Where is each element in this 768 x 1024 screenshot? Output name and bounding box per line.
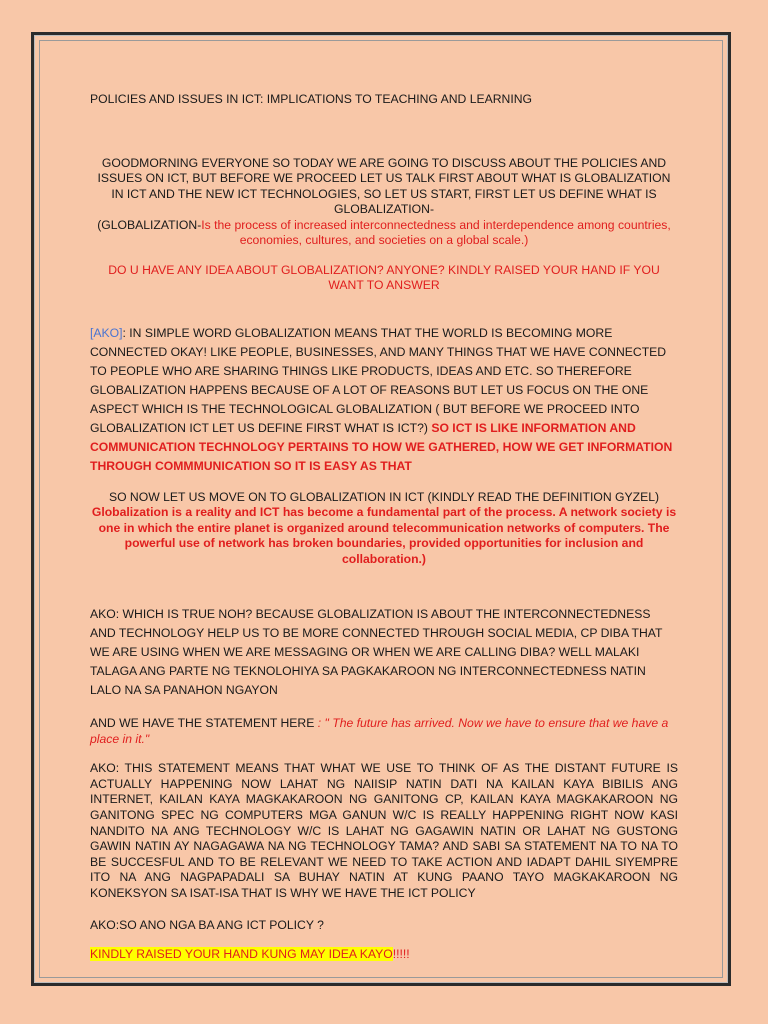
speaker-colon: : bbox=[122, 325, 126, 340]
answer-globalization bbox=[90, 324, 678, 476]
statement-quote: : " The future has arrived. Now we have to ensure that we have a place in it." bbox=[90, 716, 669, 746]
move-on-text: SO NOW LET US MOVE ON TO GLOBALIZATION IN ICT (KINDLY READ THE DEFINITION GYZEL) bbox=[108, 489, 660, 504]
speaker-label: [AKO] bbox=[90, 325, 123, 340]
answer-interconnectedness: AKO: WHICH IS TRUE NOH? BECAUSE GLOBALIZATION IS ABOUT THE INTERCONNECTEDNESS AND TECHNOLOGY HELP US TO BE MORE CONNECTED THROUGH SOCIAL MEDIA, CP DIBA THAT WE ARE USING WHEN WE ARE MESSAGING OR WHEN WE ARE CALLING DIBA? WELL MALAKI TALAGA ANG PARTE NG TEKNOLOHIYA SA PAGKAKAROON NG INTERCONNECTEDNESS NATIN LALO NA SA PANAHON NGAYON bbox=[90, 607, 663, 697]
prompt-exclamations: !!!!! bbox=[392, 947, 410, 962]
question-ict-policy: AKO:SO ANO NGA BA ANG ICT POLICY ? bbox=[90, 917, 324, 932]
ict-definition: SO ICT IS LIKE INFORMATION AND COMMUNICATION TECHNOLOGY PERTAINS TO HOW WE GATHERED, HOW WE GET INFORMATION THROUGH COMMMUNICATION SO IT IS EASY AS THAT bbox=[90, 420, 673, 473]
question-globalization: DO U HAVE ANY IDEA ABOUT GLOBALIZATION? ANYONE? KINDLY RAISED YOUR HAND IF YOU WANT TO ANSWER bbox=[108, 262, 660, 292]
highlighted-prompt: KINDLY RAISED YOUR HAND KUNG MAY IDEA KAYO bbox=[90, 947, 393, 962]
globalization-ict-definition: Globalization is a reality and ICT has become a fundamental part of the process. A network society is one in which the entire planet is organized around telecommunication networks of computers. The powerful use of network has broken boundaries, provided opportunities for inclusion and collaboration.) bbox=[91, 505, 677, 566]
move-on-paragraph bbox=[90, 490, 678, 568]
globalization-definition: Is the process of increased interconnectedness and interdependence among countries, economies, cultures, and societies on a global scale.) bbox=[201, 217, 671, 247]
document-title: POLICIES AND ISSUES IN ICT: IMPLICATIONS TO TEACHING AND LEARNING bbox=[90, 92, 533, 106]
intro-text: GOODMORNING EVERYONE SO TODAY WE ARE GOING TO DISCUSS ABOUT THE POLICIES AND ISSUES ON ICT, BUT BEFORE WE PROCEED LET US TALK FIRST ABOUT WHAT IS GLOBALIZATION IN ICT AND THE NEW ICT TECHNOLOGIES, SO LET US START, FIRST LET US DEFINE WHAT IS GLOBALIZATION- bbox=[97, 155, 671, 216]
globalization-def-prefix: (GLOBALIZATION- bbox=[97, 217, 202, 232]
intro-paragraph bbox=[90, 156, 678, 249]
document-body bbox=[90, 92, 678, 963]
statement-prefix: AND WE HAVE THE STATEMENT HERE bbox=[90, 716, 318, 730]
answer-globalization-text: IN SIMPLE WORD GLOBALIZATION MEANS THAT THE WORLD IS BECOMING MORE CONNECTED OKAY! LIKE PEOPLE, BUSINESSES, AND MANY THINGS THAT WE HAVE CONNECTED TO PEOPLE WHO ARE SHARING THINGS LIKE PRODUCTS, IDEAS AND ETC. SO THEREFORE GLOBALIZATION HAPPENS BECAUSE OF A LOT OF REASONS BUT LET US FOCUS ON THE ONE ASPECT WHICH IS THE TECHNOLOGICAL GLOBALIZATION ( BUT BEFORE WE PROCEED INTO GLOBALIZATION ICT LET US DEFINE FIRST WHAT IS ICT?) bbox=[90, 325, 667, 435]
final-prompt bbox=[90, 947, 678, 963]
statement-paragraph bbox=[90, 716, 678, 747]
answer-statement: AKO: THIS STATEMENT MEANS THAT WHAT WE USE TO THINK OF AS THE DISTANT FUTURE IS ACTUALLY HAPPENING NOW LAHAT NG NAIISIP NATIN DATI NA KAILAN KAYA BIBILIS ANG INTERNET, KAILAN KAYA MAGKAKAROON NG GANITONG CP, KAILAN KAYA MAGKAKAROON NG GANITONG SPEC NG COMPUTERS MGA GANUN W/C IS REALLY HAPPENING RIGHT NOW KASI NANDITO NA ANG TECHNOLOGY W/C IS LAHAT NG GAGAWIN NATIN OR LAHAT NG GUSTONG GAWIN NATIN AY NAGAGAWA NA NG TECHNOLOGY TAMA? AND SABI SA STATEMENT NA TO NA TO BE SUCCESFUL AND TO BE RELEVANT WE NEED TO TAKE ACTION AND IADAPT DAHIL SIYEMPRE ITO NA ANG NAGPAPADALI SA BUHAY NATIN AT KUNG PAANO TAYO MAGKAKAROON NG KONEKSYON SA ISAT-ISA THAT IS WHY WE HAVE THE ICT POLICY bbox=[90, 761, 678, 900]
